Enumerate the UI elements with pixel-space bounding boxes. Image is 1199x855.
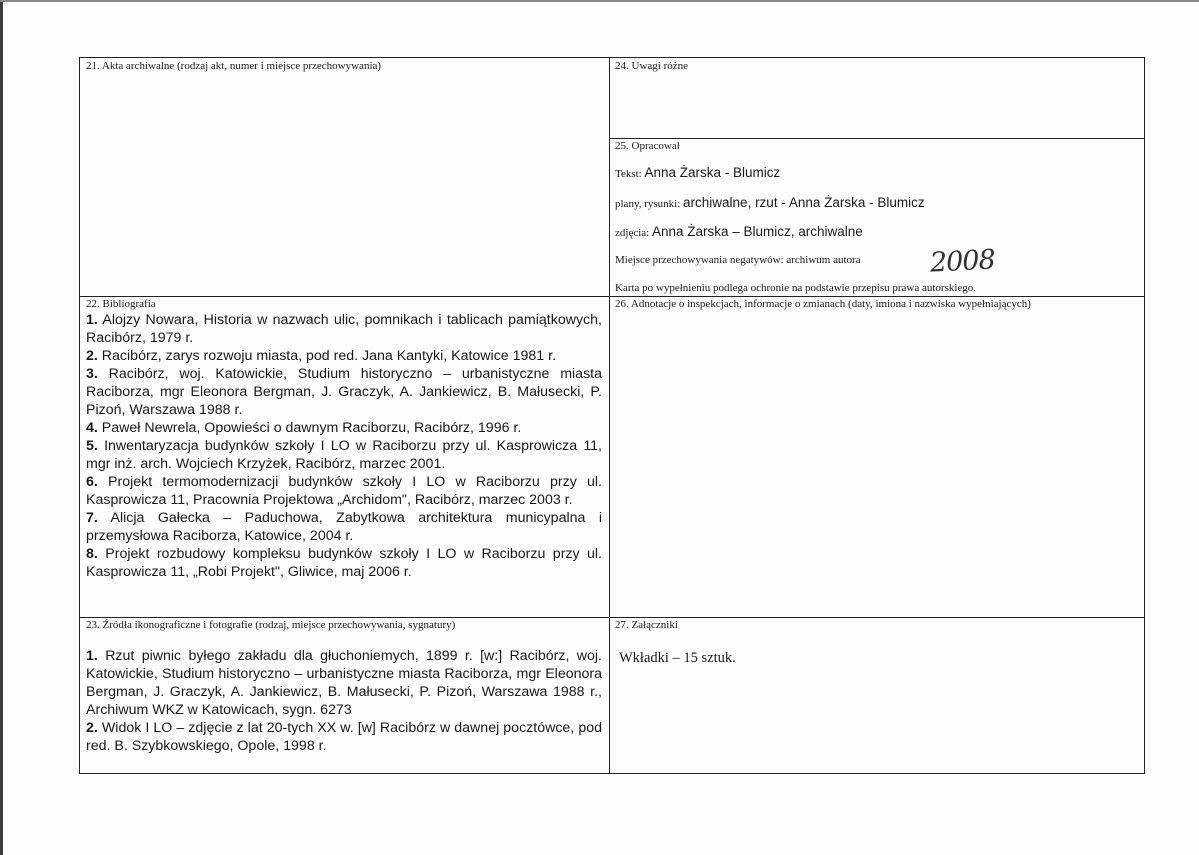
iconography-list bbox=[80, 632, 609, 755]
item-number: 4. bbox=[86, 420, 98, 436]
bibliography-item bbox=[86, 419, 602, 437]
tekst-value: Anna Żarska - Blumicz bbox=[644, 165, 781, 180]
bibliography-item bbox=[86, 347, 602, 365]
item-number: 6. bbox=[86, 474, 98, 490]
section-25-label: 25. Opracował bbox=[615, 140, 680, 152]
section-24-label: 24. Uwagi różne bbox=[615, 60, 689, 72]
bibliography-item bbox=[86, 311, 602, 347]
item-text: Alojzy Nowara, Historia w nazwach ulic, pomnikach i tablicach pamiątkowych, Racibórz, 1979 r. bbox=[86, 312, 602, 346]
plany-row bbox=[615, 195, 925, 210]
item-text: Alicja Gałecka – Paduchowa, Zabytkowa architektura municypalna i przemysłowa Raciborza, Katowice, 2004 r. bbox=[86, 510, 602, 544]
item-text: Paweł Newrela, Opowieści o dawnym Raciborzu, Racibórz, 1996 r. bbox=[101, 420, 522, 436]
scan-edge-top bbox=[0, 0, 1199, 2]
section-21-cell bbox=[79, 57, 610, 297]
item-number: 1. bbox=[86, 312, 98, 328]
tekst-label: Tekst: bbox=[615, 168, 642, 180]
item-number: 2. bbox=[86, 348, 98, 364]
handwritten-year: 2008 bbox=[929, 244, 996, 279]
item-number: 1. bbox=[86, 648, 98, 664]
bibliography-list bbox=[80, 311, 609, 581]
item-number: 5. bbox=[86, 438, 98, 454]
item-text: Racibórz, woj. Katowickie, Studium historyczno – urbanistyczne miasta Raciborza, mgr Eleonora Bergman, J. Graczyk, A. Jankiewicz, B. Małusecki, P. Pizoń, Warszawa 1988 r. bbox=[86, 366, 602, 418]
section-23-label: 23. Źródła ikonograficzne i fotografie (rodzaj, miejsce przechowywania, sygnatury) bbox=[86, 619, 456, 631]
bibliography-item bbox=[86, 437, 602, 473]
iconography-item bbox=[86, 719, 602, 755]
section-23-cell bbox=[79, 617, 610, 774]
item-text: Projekt rozbudowy kompleksu budynków szkoły I LO w Raciborzu przy ul. Kasprowicza 11, „Robi Projekt", Gliwice, maj 2006 r. bbox=[86, 546, 602, 580]
miejsce-label: Miejsce przechowywania negatywów: archiwum autora bbox=[615, 254, 861, 266]
bibliography-item bbox=[86, 473, 602, 509]
item-text: Inwentaryzacja budynków szkoły I LO w Raciborzu przy ul. Kasprowicza 11, mgr inż. arch. Wojciech Krzyżek, Racibórz, marzec 2001. bbox=[86, 438, 602, 472]
section-26-label: 26. Adnotacje o inspekcjach, informacje o zmianach (daty, imiona i nazwiska wypełniających) bbox=[615, 298, 1031, 310]
section-27-cell bbox=[609, 617, 1145, 774]
miejsce-row bbox=[615, 254, 861, 266]
section-27-label: 27. Załączniki bbox=[615, 619, 678, 631]
item-number: 2. bbox=[86, 720, 98, 736]
item-number: 7. bbox=[86, 510, 98, 526]
item-text: Rzut piwnic byłego zakładu dla głuchoniemych, 1899 r. [w:] Racibórz, woj. Katowickie, Studium historyczno – urbanistyczne miasta Raciborza, mgr Eleonora Bergman, J. Graczyk, A. Jankiewicz, B. Małusecki, P. Pizoń, Warszawa 1988 r., Archiwum WKZ w Katowicach, sygn. 6273 bbox=[86, 648, 602, 718]
attachments-value: Wkładki – 15 sztuk. bbox=[619, 650, 736, 666]
item-number: 3. bbox=[86, 366, 98, 382]
tekst-row bbox=[615, 165, 780, 180]
bibliography-item bbox=[86, 365, 602, 419]
plany-label: plany, rysunki: bbox=[615, 198, 681, 210]
bibliography-item bbox=[86, 509, 602, 545]
iconography-item bbox=[86, 647, 602, 719]
section-22-label: 22. Bibliografia bbox=[86, 298, 156, 310]
scan-edge bbox=[0, 0, 3, 855]
item-text: Projekt termomodernizacji budynków szkoły I LO w Raciborzu przy ul. Kasprowicza 11, Pracownia Projektowa „Archidom", Racibórz, marzec 2003 r. bbox=[86, 474, 602, 508]
item-text: Widok I LO – zdjęcie z lat 20-tych XX w. [w] Racibórz w dawnej pocztówce, pod red. B. Szybkowskiego, Opole, 1998 r. bbox=[86, 720, 602, 754]
karta-note: Karta po wypełnieniu podlega ochronie na podstawie przepisu prawa autorskiego. bbox=[615, 282, 977, 294]
section-22-cell bbox=[79, 296, 610, 618]
section-26-cell bbox=[609, 296, 1145, 618]
item-text: Racibórz, zarys rozwoju miasta, pod red. Jana Kantyki, Katowice 1981 r. bbox=[101, 348, 557, 364]
section-21-label: 21. Akta archiwalne (rodzaj akt, numer i miejsce przechowywania) bbox=[86, 60, 382, 72]
zdjecia-label: zdjęcia: bbox=[615, 227, 650, 239]
bibliography-item bbox=[86, 545, 602, 581]
item-number: 8. bbox=[86, 546, 98, 562]
section-24-cell bbox=[609, 57, 1145, 139]
zdjecia-row bbox=[615, 224, 863, 239]
plany-value: archiwalne, rzut - Anna Żarska - Blumicz bbox=[683, 195, 925, 210]
section-25-cell bbox=[609, 138, 1145, 297]
zdjecia-value: Anna Żarska – Blumicz, archiwalne bbox=[651, 224, 863, 239]
karta-note-row bbox=[615, 282, 976, 294]
